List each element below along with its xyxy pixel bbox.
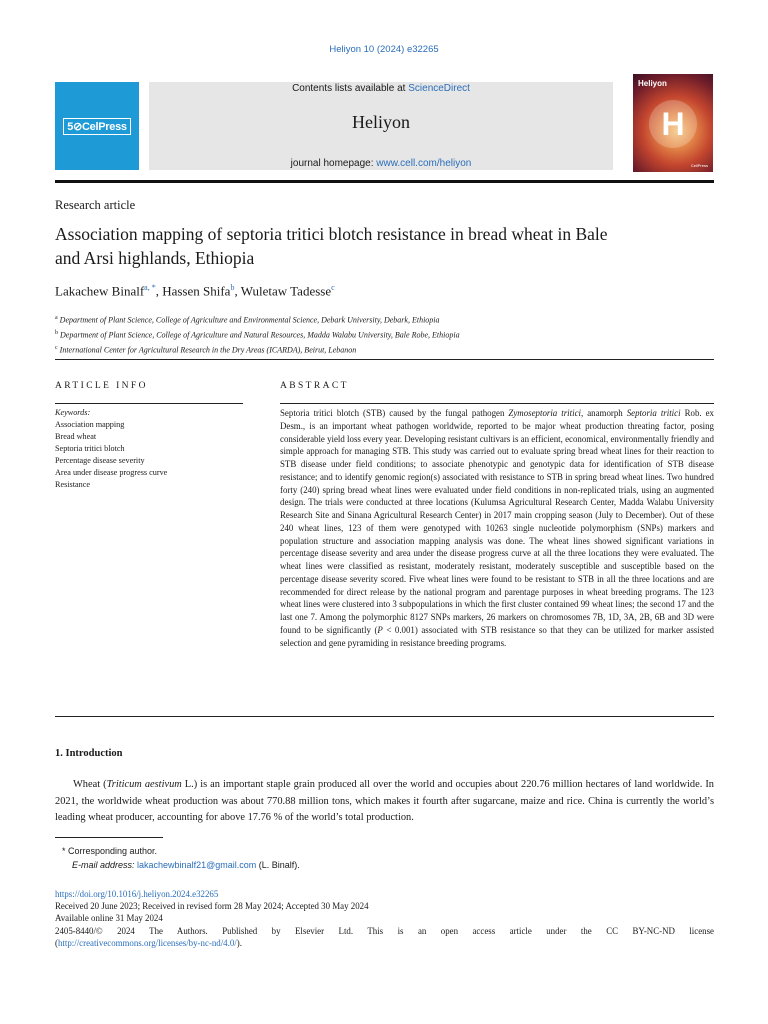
email-note (62, 859, 300, 873)
corresponding-author-note: * Corresponding author. (62, 846, 158, 856)
doi-link[interactable]: https://doi.org/10.1016/j.heliyon.2024.e32265 (55, 889, 219, 899)
sciencedirect-link[interactable]: ScienceDirect (408, 83, 470, 94)
cover-footer: CellPress (690, 163, 708, 168)
abstract-italic: Septoria tritici (626, 408, 681, 418)
affiliations-divider (55, 359, 714, 360)
license-url-open: ( (55, 937, 58, 948)
homepage-prefix: journal homepage: (290, 158, 377, 169)
footnotes (62, 845, 300, 872)
keyword-item: Percentage disease severity (55, 456, 145, 465)
affiliation-item (55, 342, 715, 357)
license-url-link[interactable]: http://creativecommons.org/licenses/by-nc-nd/4.0/ (57, 937, 237, 948)
available-online-date: Available online 31 May 2024 (55, 913, 163, 924)
author-list: Lakachew Binalf$^{a, *}$, Hassen Shifa$^b$, Wuletaw Tadesse$^c$ (55, 283, 335, 299)
article-type: Research article (55, 198, 136, 212)
abstract-heading: ABSTRACT (280, 381, 349, 391)
affiliations (55, 312, 715, 357)
journal-name: Heliyon (352, 112, 410, 132)
author-name[interactable]: Hassen Shifa (162, 283, 231, 299)
journal-homepage-link[interactable]: www.cell.com/heliyon (376, 158, 472, 169)
email-label: E-mail address: (72, 859, 138, 870)
abstract-segment: Septoria tritici blotch (STB) caused by the fungal pathogen (280, 408, 509, 418)
abstract-segment: < 0.001) associated with STB resistance so that they can be utilized for marker assisted selection and gene pyramiding in resistance breeding programs. (280, 624, 714, 648)
journal-reference-link[interactable]: Heliyon 10 (2024) e32265 (329, 44, 439, 55)
article-info-divider (55, 403, 243, 404)
intro-italic: Triticum aestivum (106, 779, 182, 790)
introduction-paragraph (55, 777, 714, 827)
abstract-segment: Rob. ex Desm., is an important wheat pathogen worldwide, reported to be major wheat production threating factor, posing considerable yield loss every year. Developing resistant cultivars is an efficient, economical, environmentally friendly and simple approach for managing STB. This study was carried out to evaluate spring bread wheat lines for their reaction to STB disease under field conditions; to associate phenotypic and genotypic data for identification of STB disease resistance; and to identify genomic region(s) associated with resistance to STB in spring bread wheat lines. Two hundred forty (240) spring bread wheat lines were evaluated under field conditions in non-replicated trials, using an augmented design. The trials were conducted at three locations (Kulumsa Agricultural Research Center, Madda Walabu University Research Site and Sinana Agricultural Research Center) in 2017 main cropping season (July to December). Out of these 240 wheat lines, 123 of them were genotyped with 10263 single nucleotide polymorphism (SNPs) markers and population structure and association mapping analysis was done. The wheat lines showed significant variations in percentage disease severity and area under the disease progress curve at all the three locations they were evaluated. The wheat lines were classified as resistant, moderately resistant, moderately susceptible and susceptible based on the percentage disease severity scored. Five wheat lines were found to be resistant to STB in all the three locations and are recommended for direct release by the national program and parentage purposes in wheat breeding programs. The 123 wheat lines were clustered into 3 subpopulations in which the first cluster contained 99 wheat lines; the second 17 and the last one 7. Among the polymorphic 8127 SNPs markers, 26 markers on chromosomes 7B, 1D, 3A, 2B, 6B and 3D were found to be significantly ( (280, 408, 714, 635)
abstract-italic: Zymoseptoria tritici (508, 408, 581, 418)
abstract-bottom-divider (55, 716, 714, 717)
author-affiliation-mark[interactable]: a, * (144, 283, 156, 292)
affiliation-item (55, 312, 715, 327)
keyword-item: Resistance (55, 480, 91, 489)
affiliation-text: Department of Plant Science, College of Agriculture and Natural Resources, Madda Walabu University, Bale Robe, Ethiopia (60, 330, 460, 340)
author-affiliation-mark[interactable]: b (230, 283, 235, 292)
affiliation-item (55, 327, 715, 342)
affiliation-mark: a (55, 315, 58, 321)
license-url-close: ). (236, 937, 242, 948)
author-affiliation-mark[interactable]: c (331, 283, 335, 292)
intro-segment: Wheat ( (73, 779, 107, 790)
abstract-italic: P (377, 624, 383, 635)
article-info-heading: ARTICLE INFO (55, 381, 148, 391)
homepage-line (149, 158, 613, 169)
abstract-segment: , anamorph (580, 408, 627, 418)
keywords-label: Keywords: (55, 408, 91, 417)
affiliation-text: International Center for Agricultural Research in the Dry Areas (ICARDA), Beirut, Lebanon (59, 345, 357, 355)
keyword-item: Area under disease progress curve (55, 468, 168, 477)
contents-line (149, 83, 613, 94)
footnote-divider (55, 837, 163, 838)
author-name[interactable]: Wuletaw Tadesse (240, 283, 332, 299)
abstract-divider (280, 403, 714, 404)
article-metadata (55, 888, 714, 949)
affiliation-mark: b (55, 330, 58, 337)
author-name[interactable]: Lakachew Binalf (55, 283, 145, 299)
keyword-item: Association mapping (55, 420, 125, 429)
received-dates: Received 20 June 2023; Received in revised form 28 May 2024; Accepted 30 May 2024 (55, 901, 369, 912)
keyword-item: Bread wheat (55, 432, 97, 441)
cell-press-logo (55, 82, 139, 170)
abstract-text (280, 407, 714, 649)
article-title: Association mapping of septoria tritici blotch resistance in bread wheat in Bale and Arsi highlands, Ethiopia (55, 224, 608, 268)
keyword-item: Septoria tritici blotch (55, 444, 125, 453)
intro-segment: L.) is an important staple grain produced all over the world and occupies about 220.76 million hectares of land worldwide. In 2021, the worldwide wheat production was about 770.88 million tons, which makes it fourth after sugarcane, maize and rice. China is currently the world’s leading wheat producer, accounting for above 17.76 % of the world’s total production. (55, 779, 714, 823)
author-email-link[interactable]: lakachewbinalf21@gmail.com (137, 859, 257, 870)
introduction-heading: 1. Introduction (55, 748, 123, 759)
contents-prefix: Contents lists available at (292, 83, 409, 94)
cell-press-logo-text: 5⊘CelPress (63, 118, 130, 135)
cover-title: Heliyon (638, 79, 667, 88)
affiliation-mark: c (55, 345, 58, 352)
header-divider (55, 180, 714, 183)
keywords-list (55, 407, 255, 491)
cover-h-emblem-icon: H (649, 100, 697, 148)
affiliation-text: Department of Plant Science, College of Agriculture and Environmental Science, Debark University, Debark, Ethiopia (59, 315, 440, 325)
email-suffix: (L. Binalf). (256, 859, 300, 870)
journal-cover-image (633, 74, 713, 172)
license-url-line (55, 937, 714, 949)
license-statement: 2405-8440/© 2024 The Authors. Published by Elsevier Ltd. This is an open access article under the CC BY-NC-ND license (55, 925, 714, 936)
